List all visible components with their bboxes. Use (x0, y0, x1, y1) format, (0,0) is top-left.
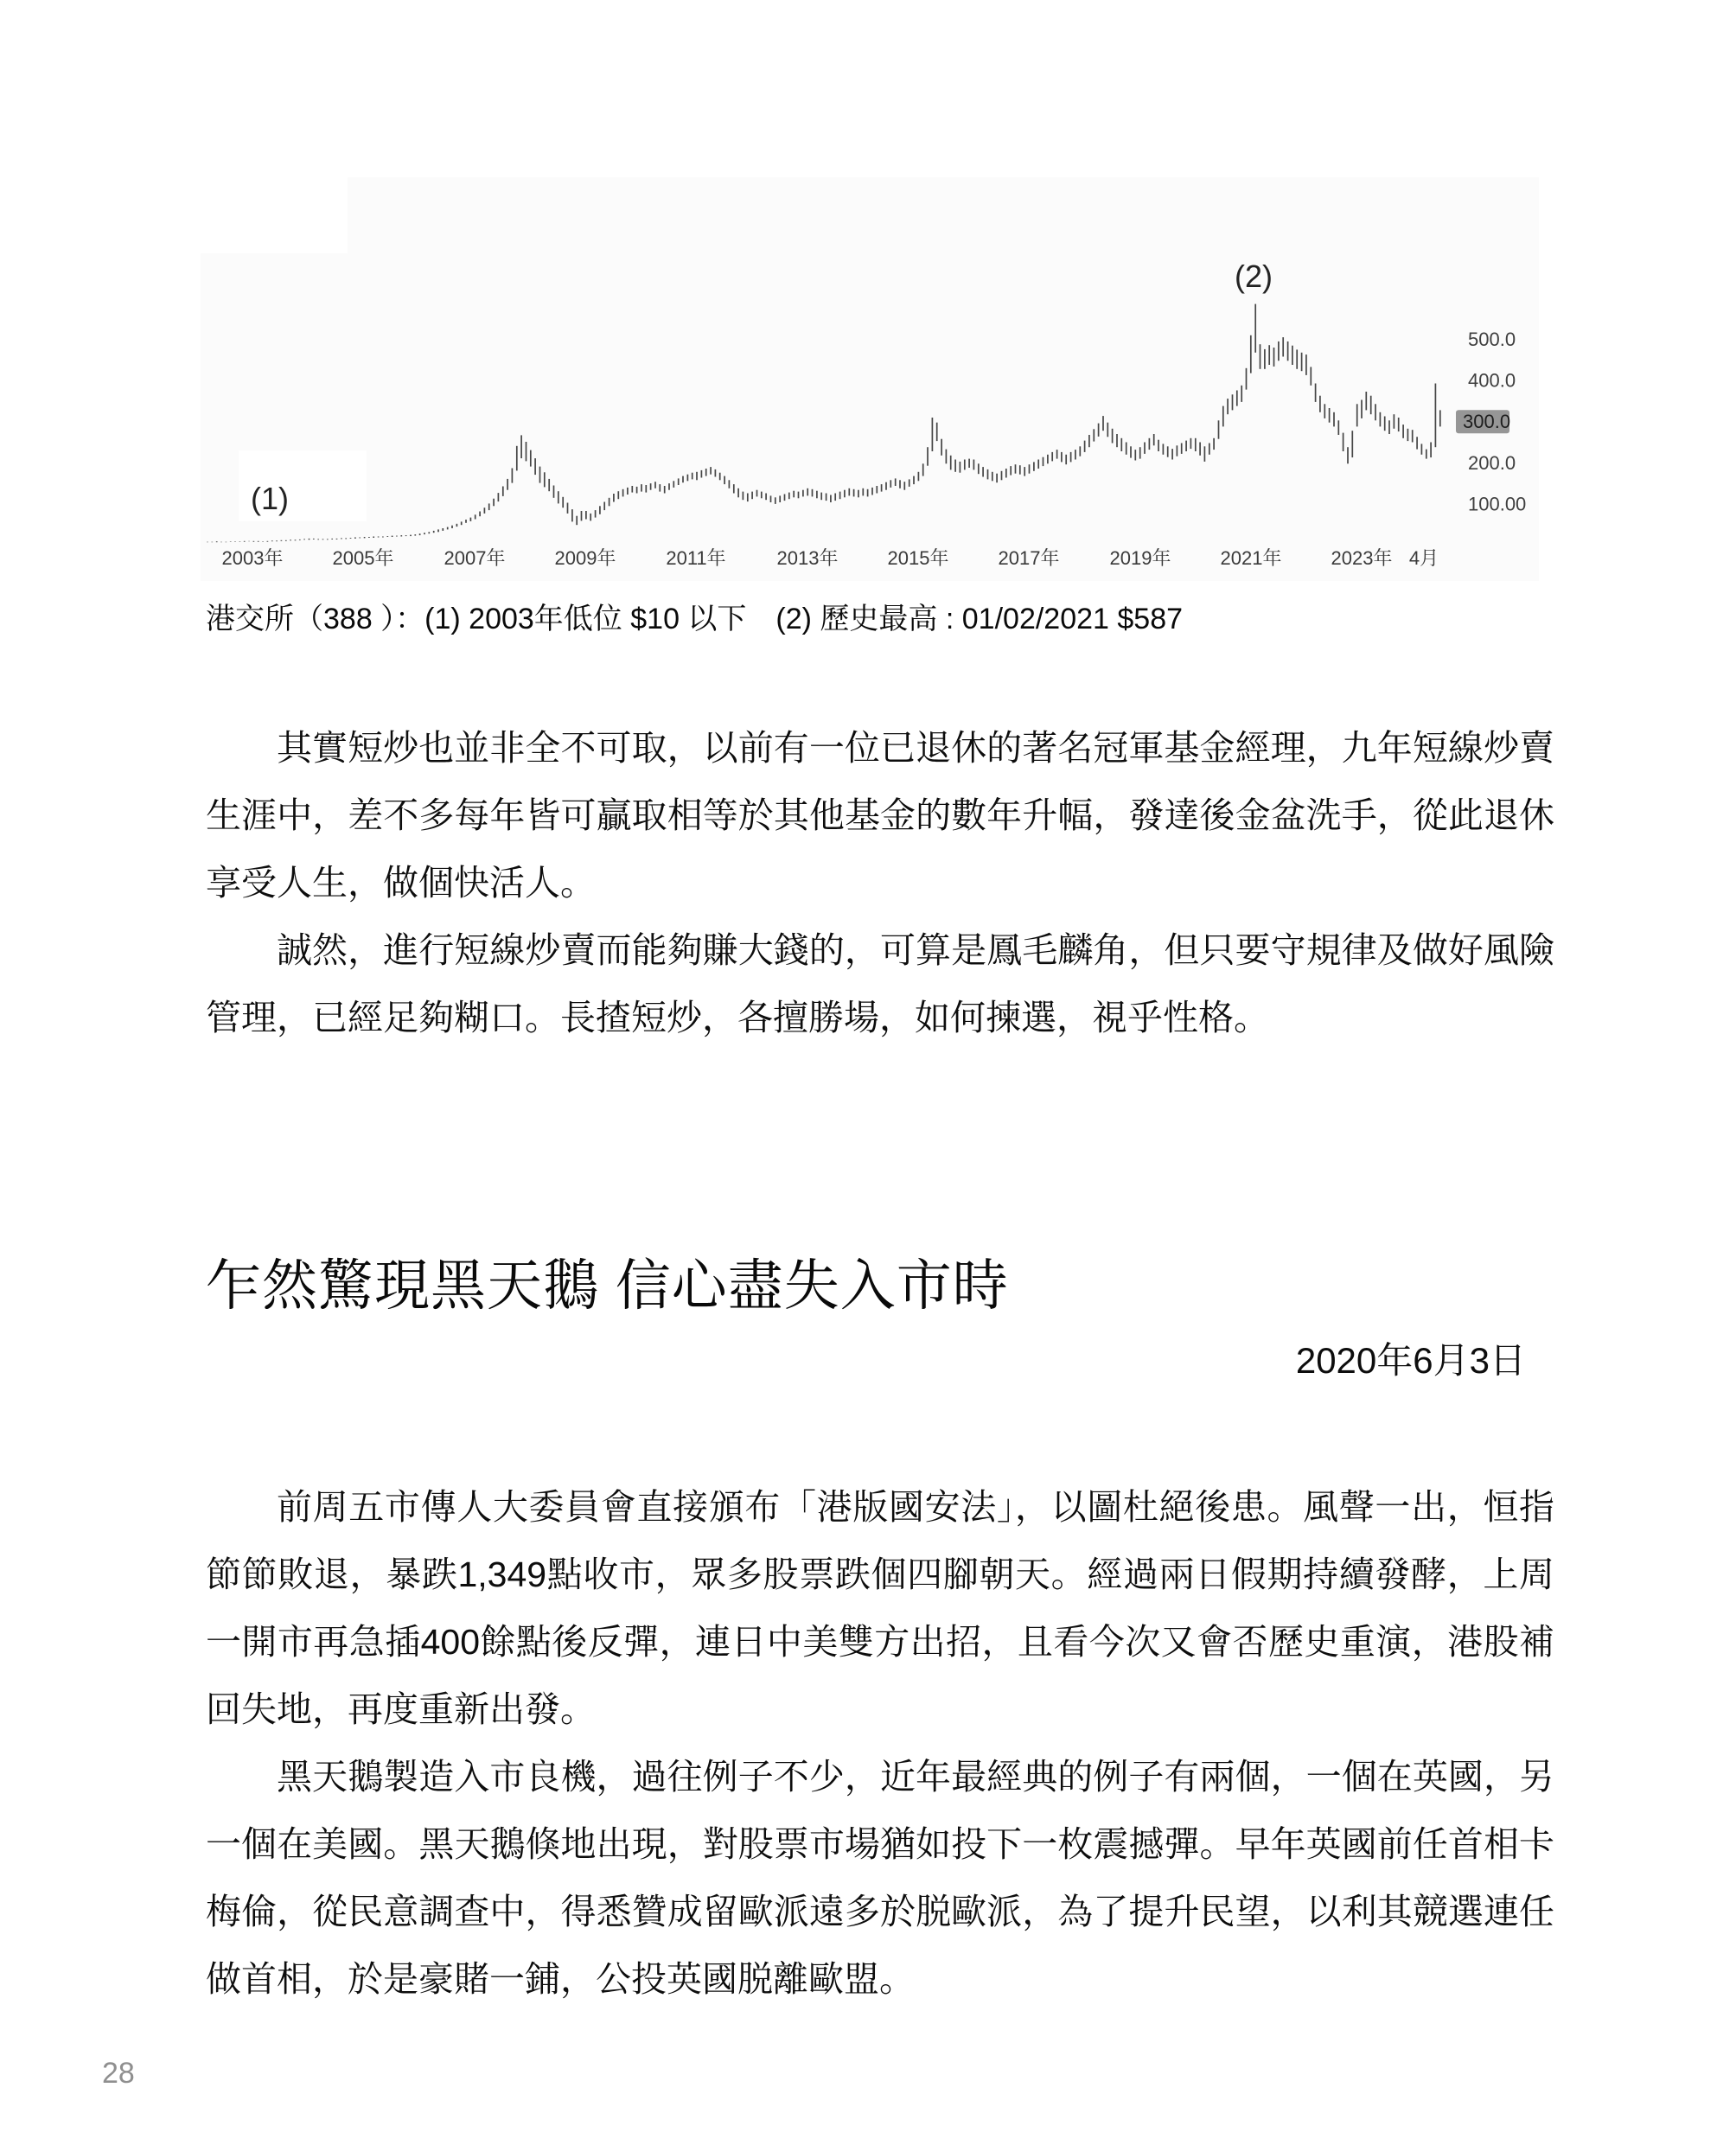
article-heading: 乍然驚現黑天鵝 信心盡失入市時 (206, 1254, 1009, 1317)
x-tick-label: 2019年 (1109, 547, 1171, 569)
article-date: 2020年6月3日 (1295, 1340, 1526, 1381)
paragraph: 前周五市傳人大委員會直接頒布「港版國安法」，以圖杜絕後患。風聲一出，恒指節節敗退，暴跌1,349點收市，眾多股票跌個四腳朝天。經過兩日假期持續發酵，上周一開市再急插400餘點後反彈，連日中美雙方出招，且看今次又會否歷史重演，港股補回失地，再度重新出發。 (206, 1487, 1554, 1729)
y-tick-label: 400.0 (1468, 369, 1516, 392)
x-tick-label: 2017年 (998, 547, 1060, 569)
y-tick-label: 200.0 (1468, 451, 1516, 474)
paragraph: 黑天鵝製造入市良機，過往例子不少，近年最經典的例子有兩個，一個在英國，另一個在美國。黑天鵝倏地出現，對股票市場猶如投下一枚震撼彈。早年英國前任首相卡梅倫，從民意調查中，得悉贊成留歐派遠多於脱歐派，為了提升民望，以利其競選連任做首相，於是豪賭一鋪，公投英國脱離歐盟。 (206, 1757, 1554, 1999)
body-text-top (206, 714, 1554, 1051)
erased-patch (201, 177, 348, 253)
y-tick-label: 100.00 (1468, 493, 1527, 515)
page-number: 28 (102, 2057, 135, 2090)
y-tick-label: 500.0 (1468, 329, 1516, 350)
chart-caption: 港交所（388 ）：(1) 2003年低位 $10 以下 (2) 歷史最高 : 01/02/2021 $587 (206, 603, 1184, 635)
stock-chart-figure (201, 177, 1539, 581)
x-tick-label: 4月 (1408, 547, 1439, 569)
annotation-label: (1) (251, 481, 289, 516)
x-axis-labels (222, 547, 1439, 569)
x-tick-label: 2023年 (1331, 547, 1393, 569)
x-tick-label: 2009年 (554, 547, 616, 569)
hkex-388-candlestick-chart (201, 177, 1539, 581)
x-tick-label: 2003年 (221, 547, 284, 569)
paragraph: 其實短炒也並非全不可取，以前有一位已退休的著名冠軍基金經理，九年短線炒賣生涯中，差不多每年皆可贏取相等於其他基金的數年升幅，發達後金盆洗手，從此退休享受人生，做個快活人。 (206, 728, 1554, 903)
x-tick-label: 2015年 (887, 547, 949, 569)
annotation-label: (2) (1235, 259, 1273, 294)
body-text-bottom (206, 1473, 1554, 2013)
x-tick-label: 2005年 (332, 547, 394, 569)
y-axis-labels (1456, 329, 1526, 514)
x-tick-label: 2011年 (666, 547, 726, 569)
x-tick-label: 2013年 (776, 547, 839, 569)
price-bars (207, 304, 1440, 543)
x-tick-label: 2007年 (444, 547, 506, 569)
x-tick-label: 2021年 (1220, 547, 1282, 569)
paragraph: 誠然，進行短線炒賣而能夠賺大錢的，可算是鳳毛麟角，但只要守規律及做好風險管理，已經足夠糊口。長揸短炒，各擅勝場，如何揀選，視乎性格。 (206, 930, 1554, 1037)
last-price-label: 300.0 (1463, 411, 1511, 433)
